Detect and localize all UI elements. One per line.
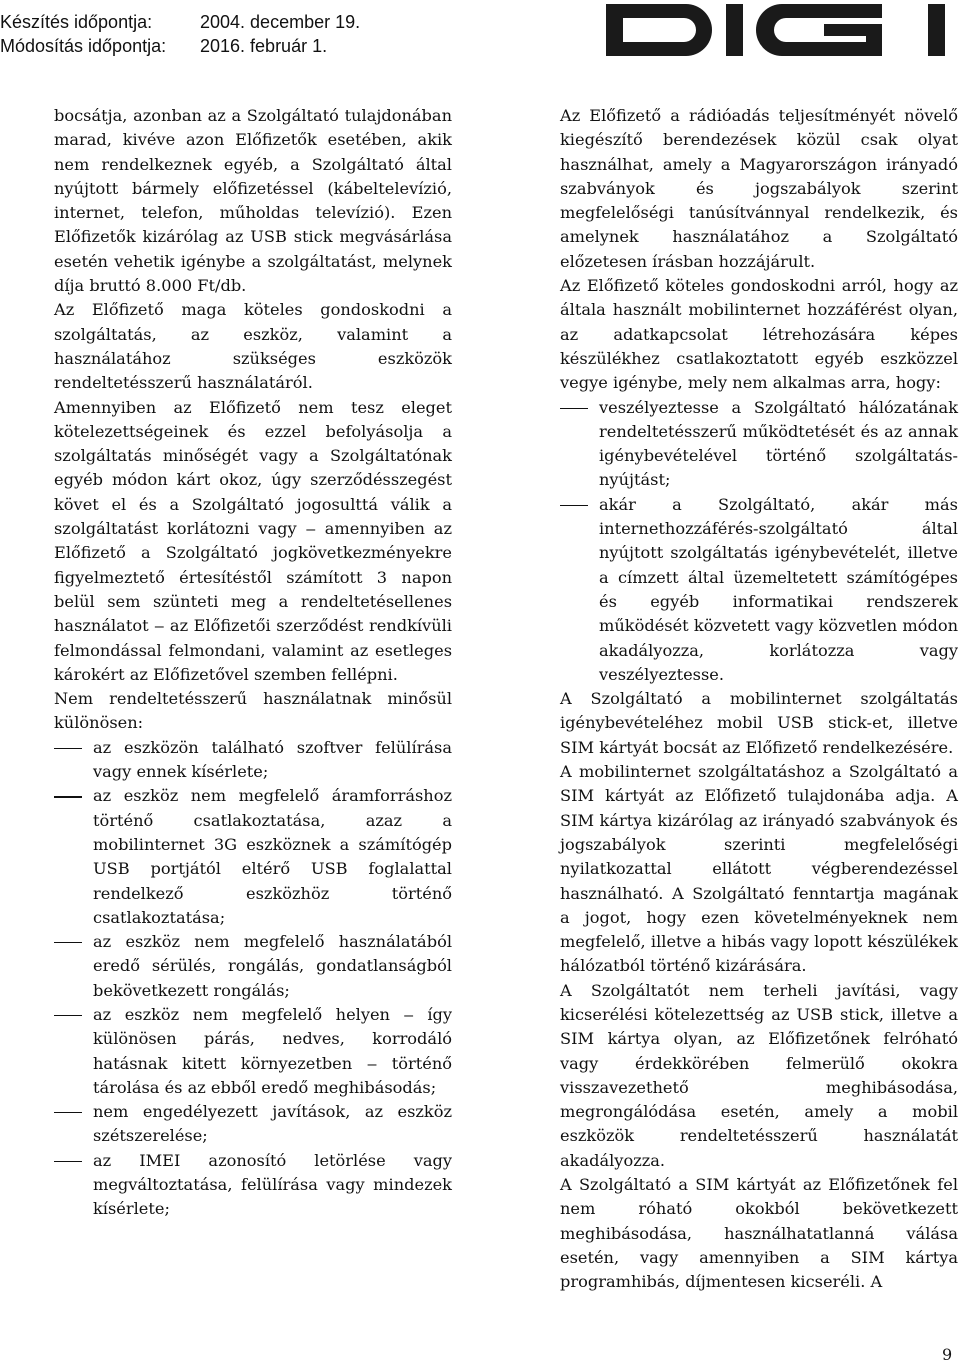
paragraph: Amennyiben az Előfizető nem tesz eleget kötelezettségeinek és ezzel befolyásolja a szolgáltatás minőségét vagy a Szolgáltatónak egyéb módon kárt okoz, úgy szerződésszegést követ el és a Szolgáltató jogosulttá válik a szolgáltatást korlátozni vagy ‒ amennyiben az Előfizető a Szolgáltató jogkövetkezményekre figyelmeztető értesítéstől számított 3 napon belül sem szünteti meg a rendeltetésellenes használatot ‒ az Előfizetői szerződést rendkívüli felmondással felmondani, valamint az esetleges károkért az Előfizetővel szemben fellépni.: [54, 397, 452, 684]
page-number: 9: [942, 1345, 953, 1364]
list-item: nem engedélyezett javítások, az eszköz szétszerelése;: [54, 1100, 452, 1149]
dash-bullet-icon: [54, 796, 82, 797]
paragraph: Az Előfizető maga köteles gondoskodni a szolgáltatás, az eszköz, valamint a használatához szükséges eszközök rendeltetésszerű használatáról.: [54, 300, 452, 393]
dash-bullet-icon: [560, 408, 588, 409]
misuse-list: [54, 736, 452, 1222]
created-label: Készítés időpontja:: [0, 12, 153, 32]
modified-date: 2016. február 1.: [200, 36, 328, 56]
paragraph: bocsátja, azonban az a Szolgáltató tulajdonában marad, kivéve azon Előfizetők esetében, akik nem rendelkeznek egyéb, a Szolgáltató által nyújtott bármely előfizetéssel (kábeltelevízió, internet, telefon, műholdas televízió). Ezen Előfizetők kizárólag az USB stick megvásárlása esetén vehetik igénybe a szolgáltatást, melynek díja bruttó 8.000 Ft/db.: [54, 106, 452, 296]
paragraph: Az Előfizető a rádióadás teljesítményét növelő kiegészítő berendezések közül csak olyat használhat, amely a Magyarországon irányadó szabványok és jogszabályok szerint megfelelőségi tanúsítvánnyal rendelkezik, és amelynek használatához a Szolgáltató előzetesen írásban hozzájárult.: [560, 106, 958, 271]
list-item: veszélyeztesse a Szolgáltató hálózatának rendeltetésszerű működtetését és az annak igénybevételével történő szolgáltatás-nyújtást;: [560, 396, 958, 493]
list-item: akár a Szolgáltató, akár más internethozzáférés-szolgáltató által nyújtott szolgáltatás igénybevételét, illetve a címzett által üzemeltetett számítógépes és egyéb informatikai rendszerek működését közvetett vagy közvetlen módon akadályozza, korlátozza vagy veszélyeztesse.: [560, 493, 958, 687]
prohibition-list: [560, 396, 958, 688]
digi-logo: [606, 4, 948, 56]
modified-row: [0, 34, 360, 58]
dash-bullet-icon: [54, 1112, 82, 1113]
created-row: [0, 10, 360, 34]
created-date: 2004. december 19.: [200, 12, 361, 32]
dash-bullet-icon: [54, 1015, 82, 1016]
modified-label: Módosítás időpontja:: [0, 36, 167, 56]
list-item: az IMEI azonosító letörlése vagy megváltoztatása, felülírása vagy mindezek kísérlete;: [54, 1149, 452, 1222]
list-item: az eszközön található szoftver felülírása vagy ennek kísérlete;: [54, 736, 452, 785]
dash-bullet-icon: [54, 942, 82, 943]
dash-bullet-icon: [54, 1161, 82, 1162]
paragraph: Az Előfizető köteles gondoskodni arról, hogy az általa használt mobilinternet hozzáférést olyan, az adatkapcsolat létrehozására képes készülékhez csatlakoztatott egyéb eszközzel vegye igénybe, mely nem alkalmas arra, hogy:: [560, 276, 958, 393]
dash-bullet-icon: [560, 505, 588, 506]
paragraph: A Szolgáltató a SIM kártyát az Előfizetőnek fel nem róható okokból bekövetkezett meghibásodása, használhatatlanná válása esetén, vagy amennyiben a SIM kártya programhibás, díjmentesen kicseréli. A: [560, 1175, 958, 1292]
paragraph: Nem rendeltetésszerű használatnak minősül különösen:: [54, 689, 452, 733]
paragraph: A mobilinternet szolgáltatáshoz a Szolgáltató a SIM kártyát az Előfizető tulajdonába adja. A SIM kártya kizárólag az irányadó szabványok és jogszabályok szerinti megfelelőségi nyilatkozattal ellátott végberendezéssel használható. A Szolgáltató fenntartja magának a jogot, hogy ezen követelményeknek nem megfelelő, illetve a hibás vagy lopott készülékek hálózatból történő kizárására.: [560, 762, 958, 976]
right-column: [560, 104, 958, 1295]
document-header: [0, 10, 360, 58]
dash-bullet-icon: [54, 748, 82, 749]
list-item: az eszköz nem megfelelő használatából eredő sérülés, rongálás, gondatlanságból bekövetkezett rongálás;: [54, 930, 452, 1003]
paragraph: A Szolgáltatót nem terheli javítási, vagy kicserélési kötelezettség az USB stick, illetve a SIM kártya olyan, az Előfizetőnek felróható vagy érdekkörében felmerülő okokra visszavezethető meghibásodása, megrongálódása esetén, amely a mobil eszközök rendeltetésszerű használatát akadályozza.: [560, 980, 958, 1170]
left-column: [54, 104, 452, 1222]
list-item: az eszköz nem megfelelő áramforráshoz történő csatlakoztatása, azaz a mobilinternet 3G eszköznek a számítógép USB portjától eltérő USB foglalattal rendelkező eszközhöz történő csatlakoztatása;: [54, 784, 452, 930]
paragraph: A Szolgáltató a mobilinternet szolgáltatás igénybevételéhez mobil USB stick-et, illetve SIM kártyát bocsát az Előfizető rendelkezésére.: [560, 689, 958, 757]
list-item: az eszköz nem megfelelő helyen ‒ így különösen párás, nedves, korrodáló hatásnak kitett környezetben ‒ történő tárolása és az ebből eredő meghibásodás;: [54, 1003, 452, 1100]
